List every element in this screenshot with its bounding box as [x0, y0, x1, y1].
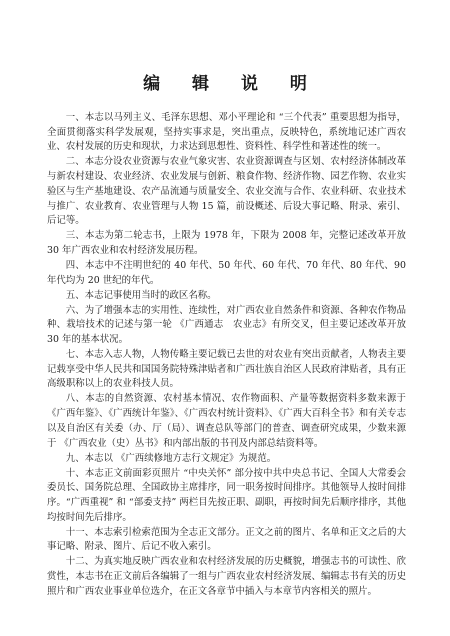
paragraph-8: 八、本志的自然资源、农村基本情况、农作物面积、产量等数据资料多数来源于 《广西年鉴》、《广西统计年鉴》、《广西农村统计资料》、《广西大百科全书》和有关专志以及自治区有关委（办、厅（局）、调查总队等部门的普查、调查研究成果，少数来源于 《广西农业（史）丛书》和内部出版的书刊及内部总结资料等。 [47, 393, 406, 449]
paragraph-1: 一、本志以马列主义、毛泽东思想、邓小平理论和 “三个代表” 重要思想为指导，全面贯彻落实科学发展观，坚持实事求是，突出重点，反映特色，系统地记述广西农业、农村发展的历史和现状，力求达到思想性、资料性、科学性和著述性的统一。 [47, 112, 406, 153]
paragraph-7: 七、本志入志人物，人物传略主要记载已去世的对农业有突出贡献者，人物表主要记载享受中华人民共和国国务院特殊津贴者和广西壮族自治区人民政府津贴者，具有正高级职称以上的农业科技人员。 [47, 349, 406, 390]
paragraph-6: 六、为了增强本志的实用性、连续性，对广西农业自然条件和资源、各种农作物品种、栽培技术的记述与第一轮 《广西通志 农业志》有所交叉，但主要记述改革开放 30 年的基本状况。 [47, 304, 406, 346]
page-title: 编 辑 说 明 [143, 74, 320, 94]
paragraph-11: 十一、本志索引检索范围为全志正文部分。正文之前的图片、名单和正文之后的大事记略、附录、图片、后记不收入索引。 [47, 526, 406, 553]
paragraph-5: 五、本志记事使用当时的政区名称。 [65, 289, 217, 301]
paragraph-2: 二、本志分设农业资源与农业气象灾害、农业资源调查与区划、农村经济体制改革与新农村建设、农业经济、农业发展与创新、粮食作物、经济作物、园艺作物、农业实验区与生产基地建设、农产品流通与质量安全、农业交流与合作、农业科研、农业技术与推广、农业教育、农业管理与人物 15 篇，前设概述、后设大事记略、附录、索引、后记等。 [47, 156, 406, 227]
document-body [47, 111, 406, 600]
paragraph-10: 十、本志正文前面彩页照片 “中央关怀” 部分按中共中央总书记、全国人大常委会委员长、国务院总理、全国政协主席排序，同一职务按时间排序。其他领导人按时间排序。“广西重视” 和 “部委支持” 两栏目先按正职、副职，再按时间先后顺序排序，其他均按时间先后排序。 [47, 467, 406, 523]
paragraph-9: 九、本志以 《广西续修地方志行文规定》为规范。 [65, 452, 277, 464]
paragraph-12: 十二、为真实地反映广西农业和农村经济发展的历史概貌，增强志书的可读性、欣赏性，本志书在正文前后各编辑了一组与广西农业农村经济发展、编辑志书有关的历史照片和广西农业事业单位选介，在正文各章节中插入与本章节内容相关的照片。 [47, 556, 406, 597]
paragraph-4: 四、本志中不注明世纪的 40 年代、50 年代、60 年代、70 年代、80 年代、90 年代均为 20 世纪的年代。 [47, 259, 406, 286]
paragraph-3: 三、本志为第二轮志书，上限为 1978 年，下限为 2008 年，完整记述改革开放 30 年广西农业和农村经济发展历程。 [47, 230, 406, 256]
